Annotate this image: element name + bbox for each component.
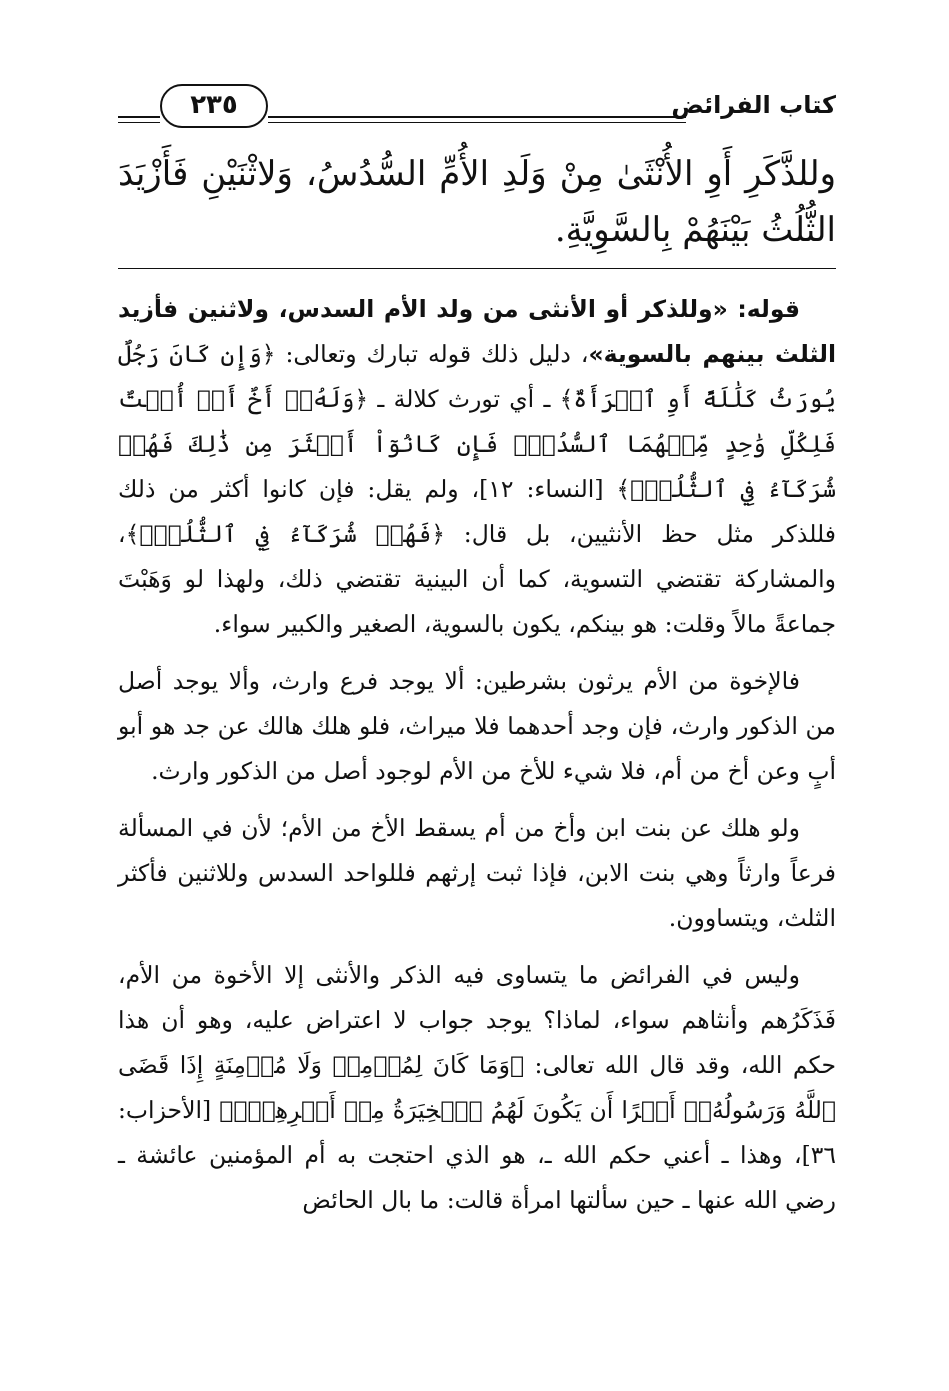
paragraph-segment: ، والمشاركة تقتضي التسوية، كما أن البينية تقتضي ذلك، ولهذا لو وَهَبْتَ جماعةً مالاً وقلت: هو بينكم، يكون بالسوية، الصغير والكبير سواء.: [118, 520, 836, 638]
header-rule-top: [268, 116, 686, 118]
header-rule-bottom: [268, 122, 686, 123]
quran-verse: ﴿وَلَهُۥٓ أَخٌ أَوۡ أُخۡتٌ فَلِكُلِّ وَٰحِدٍ مِّنۡهُمَا ٱلسُّدُسُۚ فَإِن كَانُوٓاْ أَكۡثَرَ مِن ذَٰلِكَ فَهُمۡ شُرَكَآءُ فِي ٱلثُّلُثِۚ﴾: [118, 385, 836, 503]
paragraph-2: فالإخوة من الأم يرثون بشرطين: ألا يوجد فرع وارث، وألا يوجد أصل من الذكور وارث، فإن وجد أحدهما فلا ميراث، فلو هلك هالك عن جد هو أبو أبٍ وعن أخ من أم، فلا شيء للأخ من الأم لوجود أصل من الذكور وارث.: [118, 667, 836, 785]
header-rule-left-top: [118, 116, 160, 118]
commentary: [118, 287, 836, 1223]
paragraph-3: ولو هلك عن بنت ابن وأخ من أم يسقط الأخ من الأم؛ لأن في المسألة فرعاً وارثاً وهي بنت الابن، فإذا ثبت إرثهم فللواحد السدس وللاثنين فأكثر الثلث، ويتساوون.: [118, 814, 836, 932]
paragraph-segment: ـ أي تورث كلالة ـ: [368, 385, 560, 413]
quran-verse: ﴿وَإِن كَانَ رَجُلٌ يُورَثُ كَلَٰلَةً أَوِ ٱمۡرَأَةٌ﴾: [118, 340, 836, 413]
matn-text: وللذَّكَرِ أَوِ الأُنْثَىٰ مِنْ وَلَدِ الأُمِّ السُّدُسُ، وَلاثْنَيْنِ فَأَزْيَدَ الثُّلُثُ بَيْنَهُمْ بِالسَّوِيَّةِ.: [118, 154, 836, 250]
paragraph-segment: ، دليل ذلك قوله تبارك وتعالى:: [275, 340, 589, 368]
paragraph-segment: [الأحزاب: ٣٦]، وهذا ـ أعني حكم الله ـ، هو الذي احتجت به أم المؤمنين عائشة ـ رضي الله عنها ـ حين سألتها امرأة قالت: ما بال الحائض: [118, 1096, 836, 1214]
paragraph-1: [118, 287, 836, 647]
paragraph-segment: وليس في الفرائض ما يتساوى فيه الذكر والأنثى إلا الأخوة من الأم، فَذَكَرُهم وأنثاهم سواء، لماذا؟ يوجد جواب لا اعتراض عليه، وهو أن هذا حكم الله، وقد قال الله تعالى:: [118, 961, 836, 1079]
page-number: ٢٣٥: [160, 84, 268, 128]
quran-verse: ﴿فَهُمۡ شُرَكَآءُ فِي ٱلثُّلُثِۚ﴾: [125, 520, 446, 548]
header-rule-left-bottom: [118, 122, 160, 123]
book-page: [118, 82, 836, 1322]
paragraph-4: [118, 953, 836, 1223]
quran-verse: ﴿وَمَا كَانَ لِمُؤۡمِنٖ وَلَا مُؤۡمِنَةٍ إِذَا قَضَى ٱللَّهُ وَرَسُولُهُۥٓ أَمۡرًا أَن يَكُونَ لَهُمُ ٱلۡخِيَرَةُ مِنۡ أَمۡرِهِمۡۗ﴾: [118, 1051, 836, 1124]
book-title: كتاب الفرائض: [671, 91, 836, 119]
paragraph-segment: [النساء: ١٢]، ولم يقل: فإن كانوا أكثر من ذلك فللذكر مثل حظ الأنثيين، بل قال:: [118, 475, 836, 548]
quoted-heading: قوله: «وللذكر أو الأنثى من ولد الأم السدس، ولاثنين فأزيد الثلث بينهم بالسوية»: [118, 295, 837, 368]
page-header: [118, 82, 836, 138]
section-divider: [118, 268, 836, 269]
